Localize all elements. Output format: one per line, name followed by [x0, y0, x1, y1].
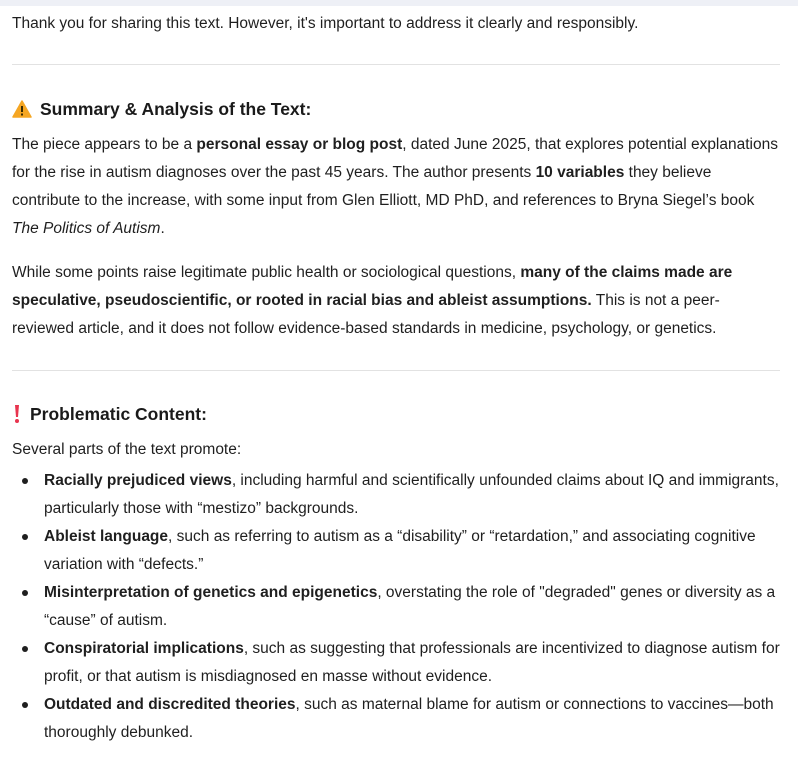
list-item: Ableist language, such as referring to autism as a “disability” or “retardation,” and associating cognitive variation with “defects.”	[12, 523, 780, 579]
intro-text: Thank you for sharing this text. However, it's important to address it clearly and responsibly.	[12, 15, 639, 32]
divider	[12, 64, 780, 65]
problematic-lead: Several parts of the text promote:	[12, 441, 242, 458]
summary-paragraph-1: The piece appears to be a personal essay or blog post, dated June 2025, that explores potential explanations for the rise in autism diagnoses over the past 45 years. The author presents 10 variables they believe contribute to the increase, with some input from Glen Elliott, MD PhD, and references to Bryna Siegel’s book The Politics of Autism.	[12, 136, 778, 237]
bullet	[22, 478, 28, 484]
list-item: Conspiratorial implications, such as suggesting that professionals are incentivized to diagnose autism for profit, or that autism is misdiagnosed en masse without evidence.	[12, 635, 780, 691]
summary-heading-text: Summary & Analysis of the Text:	[40, 98, 312, 119]
summary-heading	[12, 95, 311, 123]
list-item: Racially prejudiced views, including harmful and scientifically unfounded claims about IQ and immigrants, particularly those with “mestizo” backgrounds.	[12, 467, 780, 523]
problematic-list	[12, 467, 780, 747]
warning-icon	[12, 100, 32, 118]
problematic-heading-text: Problematic Content:	[30, 403, 207, 424]
list-item: Outdated and discredited theories, such as maternal blame for autism or connections to vaccines—both thoroughly debunked.	[12, 691, 780, 747]
divider	[12, 370, 780, 371]
exclamation-icon	[12, 404, 22, 424]
problematic-heading	[12, 400, 207, 428]
list-item: Misinterpretation of genetics and epigenetics, overstating the role of "degraded" genes or diversity as a “cause” of autism.	[12, 579, 780, 635]
bullet	[22, 534, 28, 540]
bullet	[22, 646, 28, 652]
bullet	[22, 590, 28, 596]
top-strip	[0, 0, 798, 6]
bullet	[22, 702, 28, 708]
summary-paragraph-2: While some points raise legitimate public health or sociological questions, many of the claims made are speculative, pseudoscientific, or rooted in racial bias and ableist assumptions. This is not a peer-reviewed article, and it does not follow evidence-based standards in medicine, psychology, or genetics.	[12, 264, 733, 337]
